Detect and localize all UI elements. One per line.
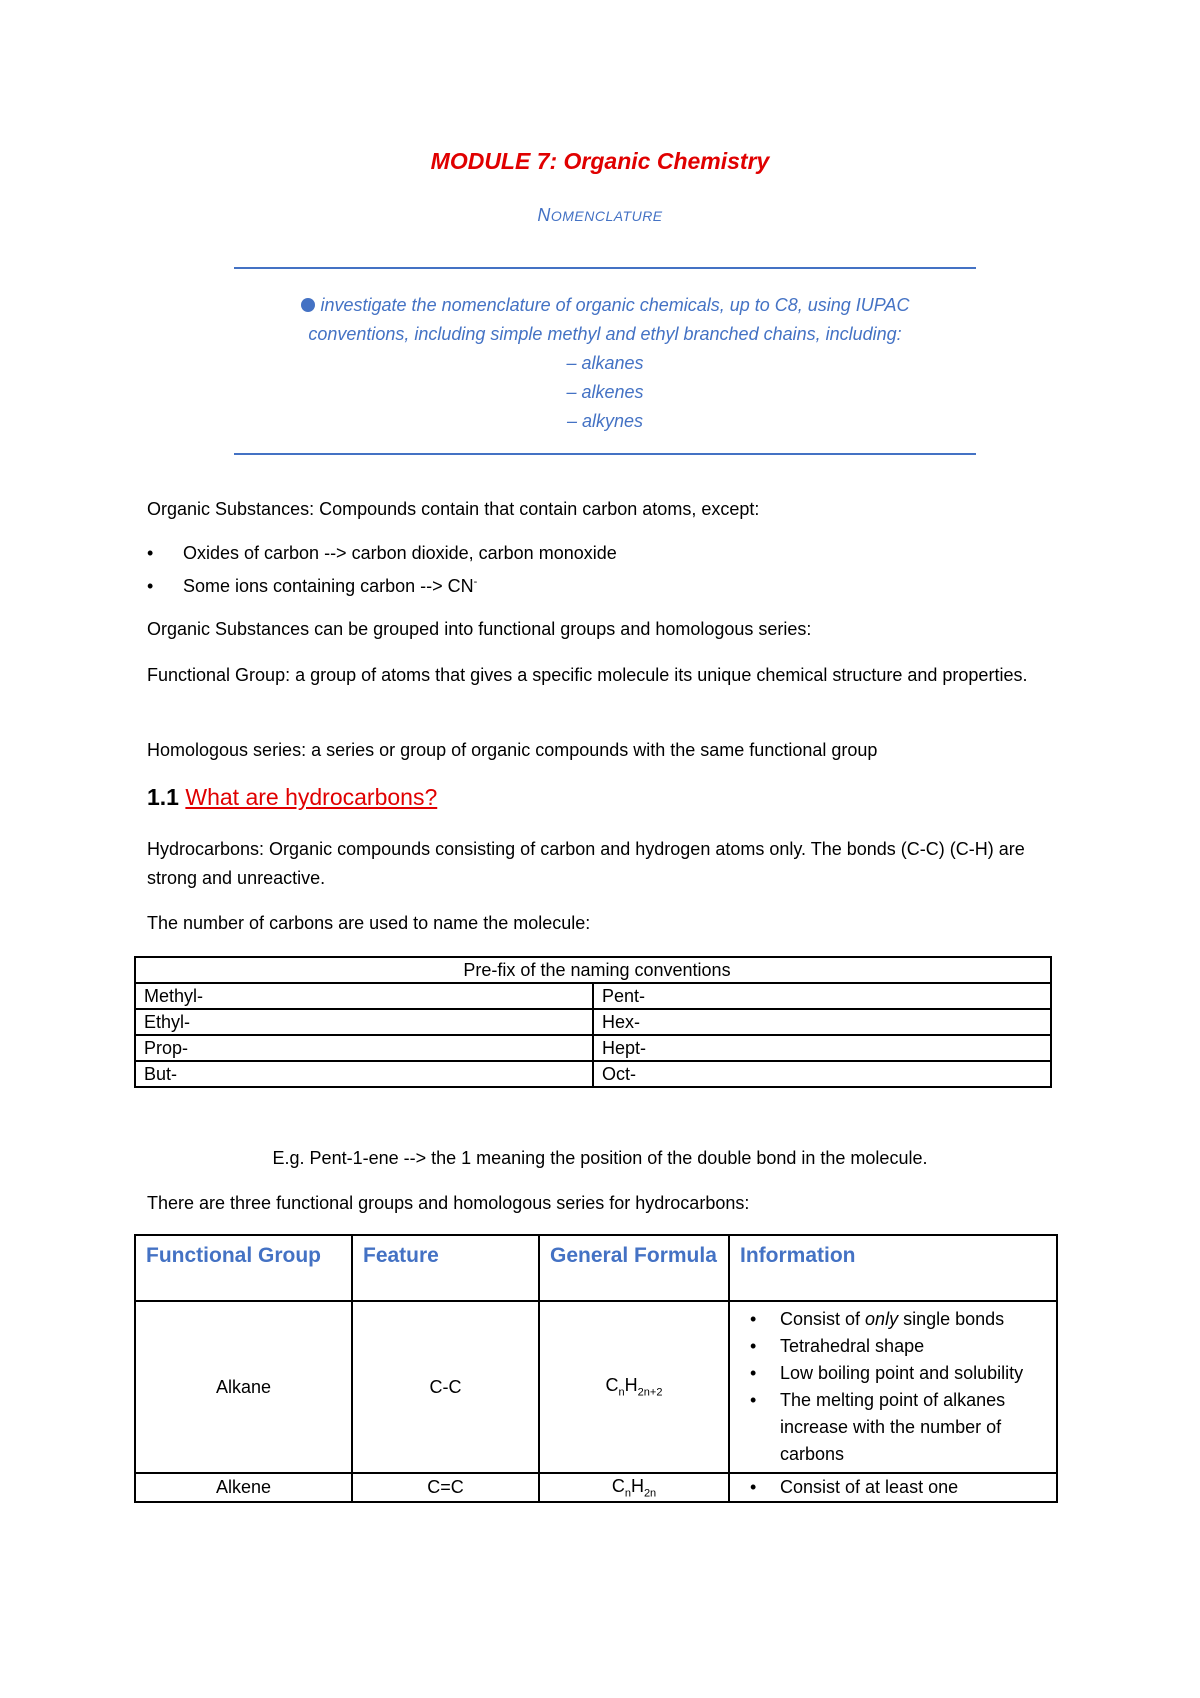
outcome-item-alkynes: – alkynes [566, 411, 644, 431]
prefix-table [134, 956, 1052, 1088]
alkane-formula: $C_nH_{2n+2}$ [539, 1301, 729, 1473]
naming-text: The number of carbons are used to name the molecule: [147, 913, 591, 933]
organic-definition: Organic Substances: Compounds contain that contain carbon atoms, except: [147, 499, 760, 519]
list-item: • The melting point of alkanes increase with the number of carbons [780, 1387, 1046, 1468]
outcome-bullet-icon [301, 298, 315, 312]
bullet-icon: • [147, 576, 154, 596]
outcome-top-rule [234, 267, 976, 269]
page-subtitle [0, 205, 1200, 226]
list-item: • Consist of at least one [780, 1474, 1046, 1501]
alkene-info [729, 1473, 1057, 1502]
prefix-table-header: Pre-fix of the naming conventions [135, 957, 1051, 983]
cn-charge: - [473, 576, 478, 588]
list-item: • Tetrahedral shape [780, 1333, 1046, 1360]
table-row-alkene: Alkene C=C $C_nH_{2n}$ • Consist of at least one [135, 1473, 1057, 1502]
subtitle-initial: N [537, 205, 551, 225]
organic-bullet-ions: • Some ions containing carbon --> CN- [147, 568, 477, 601]
example-text: E.g. Pent-1-ene --> the 1 meaning the position of the double bond in the molecule. [272, 1148, 928, 1168]
outcome-line-2: conventions, including simple methyl and ethyl branched chains, including: [308, 324, 902, 344]
page-title: MODULE 7: Organic Chemistry [430, 148, 770, 174]
table-row: But- Oct- [135, 1061, 1051, 1087]
table-header-row: Functional Group Feature General Formula Information [135, 1235, 1057, 1301]
list-item: • Low boiling point and solubility [780, 1360, 1046, 1387]
outcome-item-alkanes: – alkanes [566, 353, 644, 373]
subtitle-rest: OMENCLATURE [550, 208, 663, 224]
hydrocarbons-definition: Hydrocarbons: Organic compounds consisting of carbon and hydrogen atoms only. The bonds (C-C) (C-H) are strong and unreactive. [147, 839, 1025, 888]
table-row: Prop- Hept- [135, 1035, 1051, 1061]
functional-groups-table [134, 1234, 1058, 1503]
list-item: • Consist of only single bonds [780, 1306, 1046, 1333]
table-row-alkane: Alkane C-C $C_nH_{2n+2}$ • Consist of only single bonds • Tetrahedral shape • Low boiling point and solubility • The melting point of alkanes increase with the number of carbons [135, 1301, 1057, 1473]
homologous-series-definition: Homologous series: a series or group of organic compounds with the same functional group [147, 740, 878, 760]
outcome-bottom-rule [234, 453, 976, 455]
organic-grouped-text: Organic Substances can be grouped into functional groups and homologous series: [147, 619, 812, 639]
alkane-info [729, 1301, 1057, 1473]
section-heading [147, 784, 437, 811]
organic-bullet-oxides: • Oxides of carbon --> carbon dioxide, carbon monoxide [147, 539, 617, 568]
table-row: Ethyl- Hex- [135, 1009, 1051, 1035]
bullet-icon: • [147, 543, 154, 563]
functional-group-definition: Functional Group: a group of atoms that gives a specific molecule its unique chemical structure and properties. [147, 665, 1028, 685]
outcome-line-1: investigate the nomenclature of organic chemicals, up to C8, using IUPAC [320, 295, 910, 315]
section-title-link[interactable]: What are hydrocarbons? [185, 784, 438, 810]
syllabus-outcome [234, 291, 976, 436]
section-number: 1.1 [147, 784, 179, 810]
outcome-item-alkenes: – alkenes [566, 382, 644, 402]
alkene-formula: $C_nH_{2n}$ [539, 1473, 729, 1502]
three-groups-text: There are three functional groups and homologous series for hydrocarbons: [147, 1193, 750, 1213]
table-row: Methyl- Pent- [135, 983, 1051, 1009]
